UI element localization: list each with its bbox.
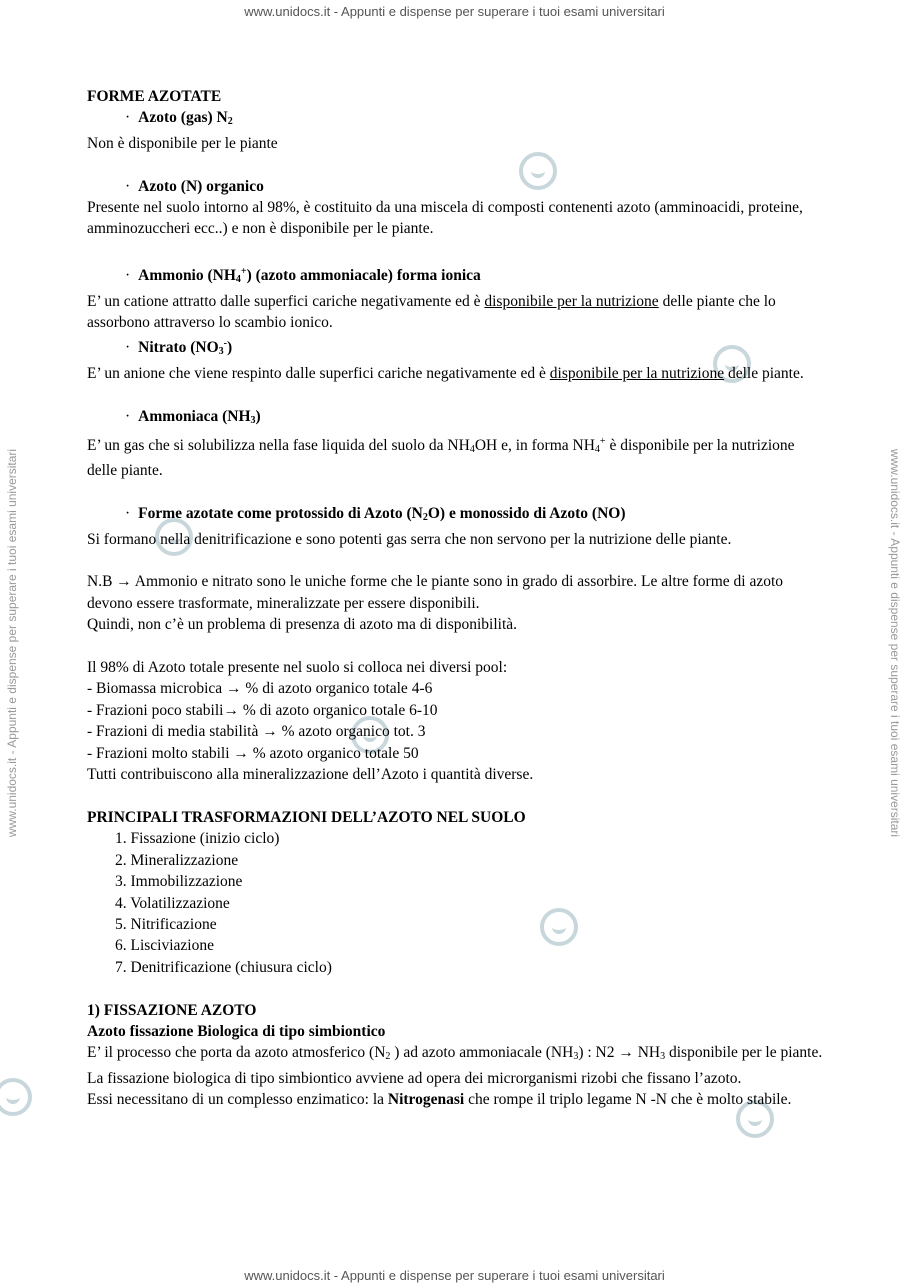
step-item: 2. Mineralizzazione [115, 851, 239, 869]
bullet-azoto-organico: · Azoto (N) organico [125, 177, 264, 195]
step-item: 5. Nitrificazione [115, 915, 217, 933]
bullet-azoto-gas: · Azoto (gas) N2 [125, 109, 233, 128]
bullet-ammoniaca: · Ammoniaca (NH3) [125, 407, 261, 426]
section-heading-trasformazioni: PRINCIPALI TRASFORMAZIONI DELL’AZOTO NEL SUOLO [87, 808, 526, 826]
text-azoto-gas: Non è disponibile per le piante [87, 134, 278, 152]
text-ammoniaca: E’ un gas che si solubilizza nella fase liquida del suolo da NH4OH e, in forma NH4+ è disponibile per la nutrizione delle piante. [87, 436, 795, 480]
watermark-banner-bottom: www.unidocs.it - Appunti e dispense per superare i tuoi esami universitari [244, 1268, 665, 1283]
note-quindi: Quindi, non c’è un problema di presenza di azoto ma di disponibilità. [87, 616, 518, 634]
watermark-banner-top: www.unidocs.it - Appunti e dispense per superare i tuoi esami universitari [244, 4, 665, 19]
pool-item: - Biomassa microbica → % di azoto organico totale 4-6 [87, 680, 433, 698]
pool-item: - Frazioni di media stabilità → % azoto organico tot. 3 [87, 723, 426, 741]
pool-item: - Frazioni poco stabili→ % di azoto organico totale 6-10 [87, 701, 438, 719]
pool-intro: Il 98% di Azoto totale presente nel suolo si colloca nei diversi pool: [87, 659, 508, 677]
text-azoto-organico: Presente nel suolo intorno al 98%, è costituito da una miscela di composti contenenti azoto (amminoacidi, proteine, amminozuccheri ecc..) e non è disponibile per le piante. [87, 199, 803, 238]
step-item: 6. Lisciviazione [115, 937, 214, 955]
step-item: 7. Denitrificazione (chiusura ciclo) [115, 958, 332, 976]
section-heading-forme: FORME AZOTATE [87, 88, 222, 105]
pool-outro: Tutti contribuiscono alla mineralizzazione dell’Azoto i quantità diverse. [87, 766, 534, 784]
text-protossido: Si formano nella denitrificazione e sono potenti gas serra che non servono per la nutrizione delle piante. [87, 530, 732, 548]
bullet-ammonio: · Ammonio (NH4+) (azoto ammoniacale) forma ionica [125, 266, 481, 286]
document-body [87, 86, 827, 1111]
watermark-side-right: www.unidocs.it - Appunti e dispense per superare i tuoi esami universitari [888, 448, 902, 838]
text-fissazione-3: Essi necessitano di un complesso enzimatico: la Nitrogenasi che rompe il triplo legame N -N che è molto stabile. [87, 1091, 792, 1109]
step-item: 3. Immobilizzazione [115, 873, 243, 891]
bullet-nitrato: · Nitrato (NO3-) [125, 338, 233, 358]
text-fissazione-2: La fissazione biologica di tipo simbiontico avviene ad opera dei microrganismi rizobi che fissano l’azoto. [87, 1069, 742, 1087]
bullet-protossido: · Forme azotate come protossido di Azoto (N2O) e monossido di Azoto (NO) [125, 505, 626, 524]
step-item: 1. Fissazione (inizio ciclo) [115, 830, 280, 848]
note-nb: N.B → Ammonio e nitrato sono le uniche forme che le piante sono in grado di assorbire. Le altre forme di azoto devono essere trasformate, mineralizzate per essere disponibili. [87, 573, 784, 612]
subheading-fissazione: Azoto fissazione Biologica di tipo simbiontico [87, 1022, 386, 1040]
step-item: 4. Volatilizzazione [115, 894, 230, 912]
section-heading-fissazione: 1) FISSAZIONE AZOTO [87, 1001, 257, 1019]
text-ammonio: E’ un catione attratto dalle superfici cariche negativamente ed è disponibile per la nutrizione delle piante che lo assorbono attraverso lo scambio ionico. [87, 292, 776, 332]
text-nitrato: E’ un anione che viene respinto dalle superfici cariche negativamente ed è disponibile per la nutrizione delle piante. [87, 364, 804, 382]
text-fissazione-1: E’ il processo che porta da azoto atmosferico (N2 ) ad azoto ammoniacale (NH3) : N2 → NH3 disponibile per le piante. [87, 1044, 823, 1063]
watermark-side-left: www.unidocs.it - Appunti e dispense per superare i tuoi esami universitari [5, 448, 19, 838]
watermark-logo-icon [0, 1078, 32, 1116]
pool-item: - Frazioni molto stabili → % azoto organico totale 50 [87, 744, 419, 762]
